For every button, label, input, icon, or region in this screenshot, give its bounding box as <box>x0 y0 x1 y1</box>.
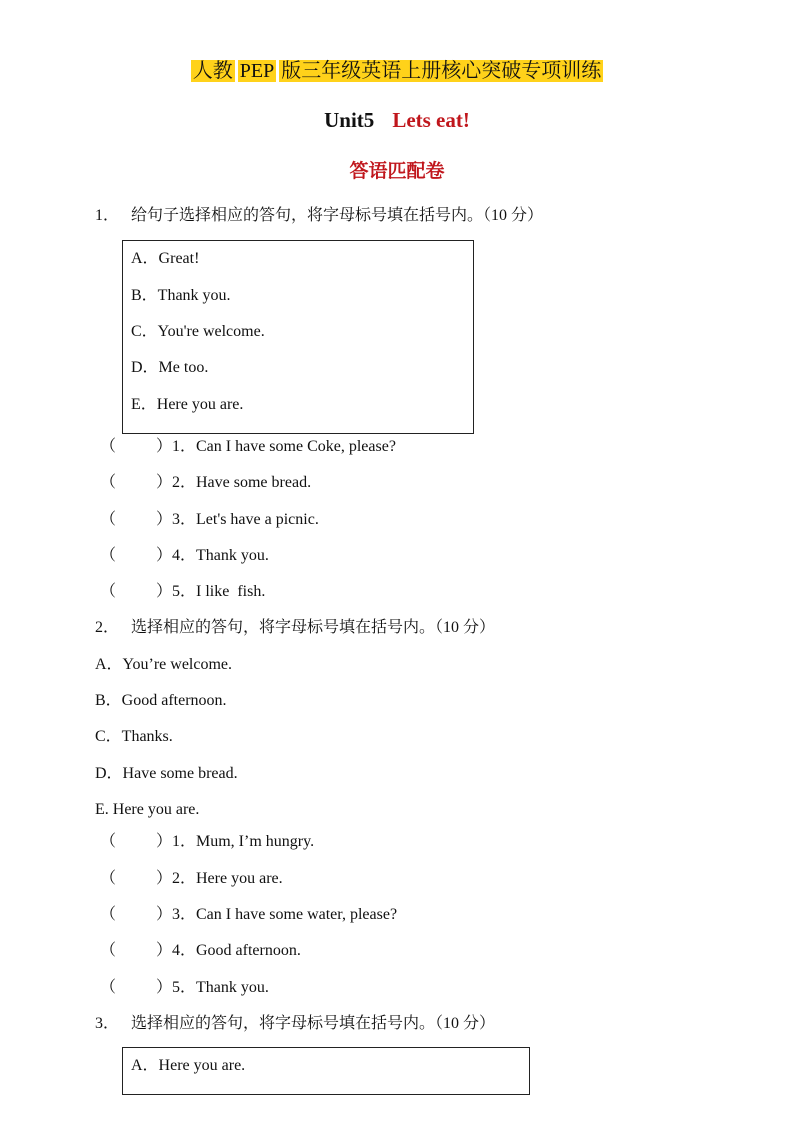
answer-blank-close: ） <box>156 870 173 887</box>
list-item <box>100 832 314 852</box>
option-d: D．Have some bread. <box>95 765 238 782</box>
page-title <box>191 54 603 88</box>
list-item <box>100 941 301 961</box>
answer-blank-close: ） <box>156 474 173 491</box>
answer-blank-open[interactable]: （ <box>100 511 117 528</box>
answer-blank-close: ） <box>156 979 173 996</box>
question-number: 1． <box>95 207 120 224</box>
answer-blank-open[interactable]: （ <box>100 942 117 959</box>
unit-number: Unit5 <box>324 108 375 132</box>
answer-blank-open[interactable]: （ <box>100 979 117 996</box>
answer-blank-close: ） <box>156 547 173 564</box>
list-item <box>100 510 319 530</box>
answer-blank-close: ） <box>156 438 173 455</box>
item-text: 5．Thank you. <box>172 979 269 996</box>
answer-blank-open[interactable]: （ <box>100 547 117 564</box>
answer-blank-close: ） <box>156 511 173 528</box>
item-text: 1．Can I have some Coke, please? <box>172 438 396 455</box>
question-instruction: 选择相应的答句，将字母标号填在括号内。（10 分） <box>131 1015 496 1032</box>
question-3-heading <box>95 1014 495 1034</box>
list-item <box>100 978 269 998</box>
title-part: PEP <box>239 60 275 82</box>
title-part: 人教 <box>192 60 233 82</box>
option-c: C．You're welcome. <box>131 323 265 340</box>
option-c: C．Thanks. <box>95 728 173 745</box>
item-text: 4．Thank you. <box>172 547 269 564</box>
question-instruction: 给句子选择相应的答句，将字母标号填在括号内。（10 分） <box>131 207 544 224</box>
answer-blank-open[interactable]: （ <box>100 906 117 923</box>
list-item <box>100 546 269 566</box>
answer-blank-close: ） <box>156 583 173 600</box>
list-item <box>100 582 265 602</box>
question-instruction: 选择相应的答句，将字母标号填在括号内。（10 分） <box>131 619 496 636</box>
option-e: E. Here you are. <box>95 801 200 818</box>
answer-blank-close: ） <box>156 906 173 923</box>
item-text: 5．I like fish. <box>172 583 266 600</box>
list-item <box>100 437 396 457</box>
section-subtitle: 答语匹配卷 <box>349 161 445 182</box>
unit-title: Lets eat! <box>392 108 470 132</box>
option-b: B．Good afternoon. <box>95 692 227 709</box>
answer-blank-open[interactable]: （ <box>100 438 117 455</box>
answer-blank-close: ） <box>156 833 173 850</box>
title-part: 版三年级英语上册核心突破专项训练 <box>281 60 602 82</box>
list-item <box>100 905 397 925</box>
item-text: 2．Have some bread. <box>172 474 312 491</box>
answer-blank-open[interactable]: （ <box>100 833 117 850</box>
answer-blank-open[interactable]: （ <box>100 583 117 600</box>
title-bar <box>0 54 794 88</box>
option-d: D．Me too. <box>131 359 209 376</box>
option-a: A．You’re welcome. <box>95 656 233 673</box>
answer-blank-open[interactable]: （ <box>100 870 117 887</box>
question-number: 2． <box>95 619 120 636</box>
question-1-heading <box>95 206 543 226</box>
option-a: A．Great! <box>131 250 200 267</box>
item-text: 2．Here you are. <box>172 870 283 887</box>
option-e: E．Here you are. <box>131 396 244 413</box>
answer-blank-open[interactable]: （ <box>100 474 117 491</box>
item-text: 3．Let's have a picnic. <box>172 511 319 528</box>
list-item <box>100 869 283 889</box>
list-item <box>100 473 311 493</box>
option-b: B．Thank you. <box>131 287 231 304</box>
question-2-heading <box>95 618 495 638</box>
item-text: 4．Good afternoon. <box>172 942 301 959</box>
item-text: 1．Mum, I’m hungry. <box>172 833 315 850</box>
answer-blank-close: ） <box>156 942 173 959</box>
question-number: 3． <box>95 1015 120 1032</box>
option-a: A．Here you are. <box>131 1057 246 1074</box>
item-text: 3．Can I have some water, please? <box>172 906 398 923</box>
unit-heading <box>0 108 794 133</box>
